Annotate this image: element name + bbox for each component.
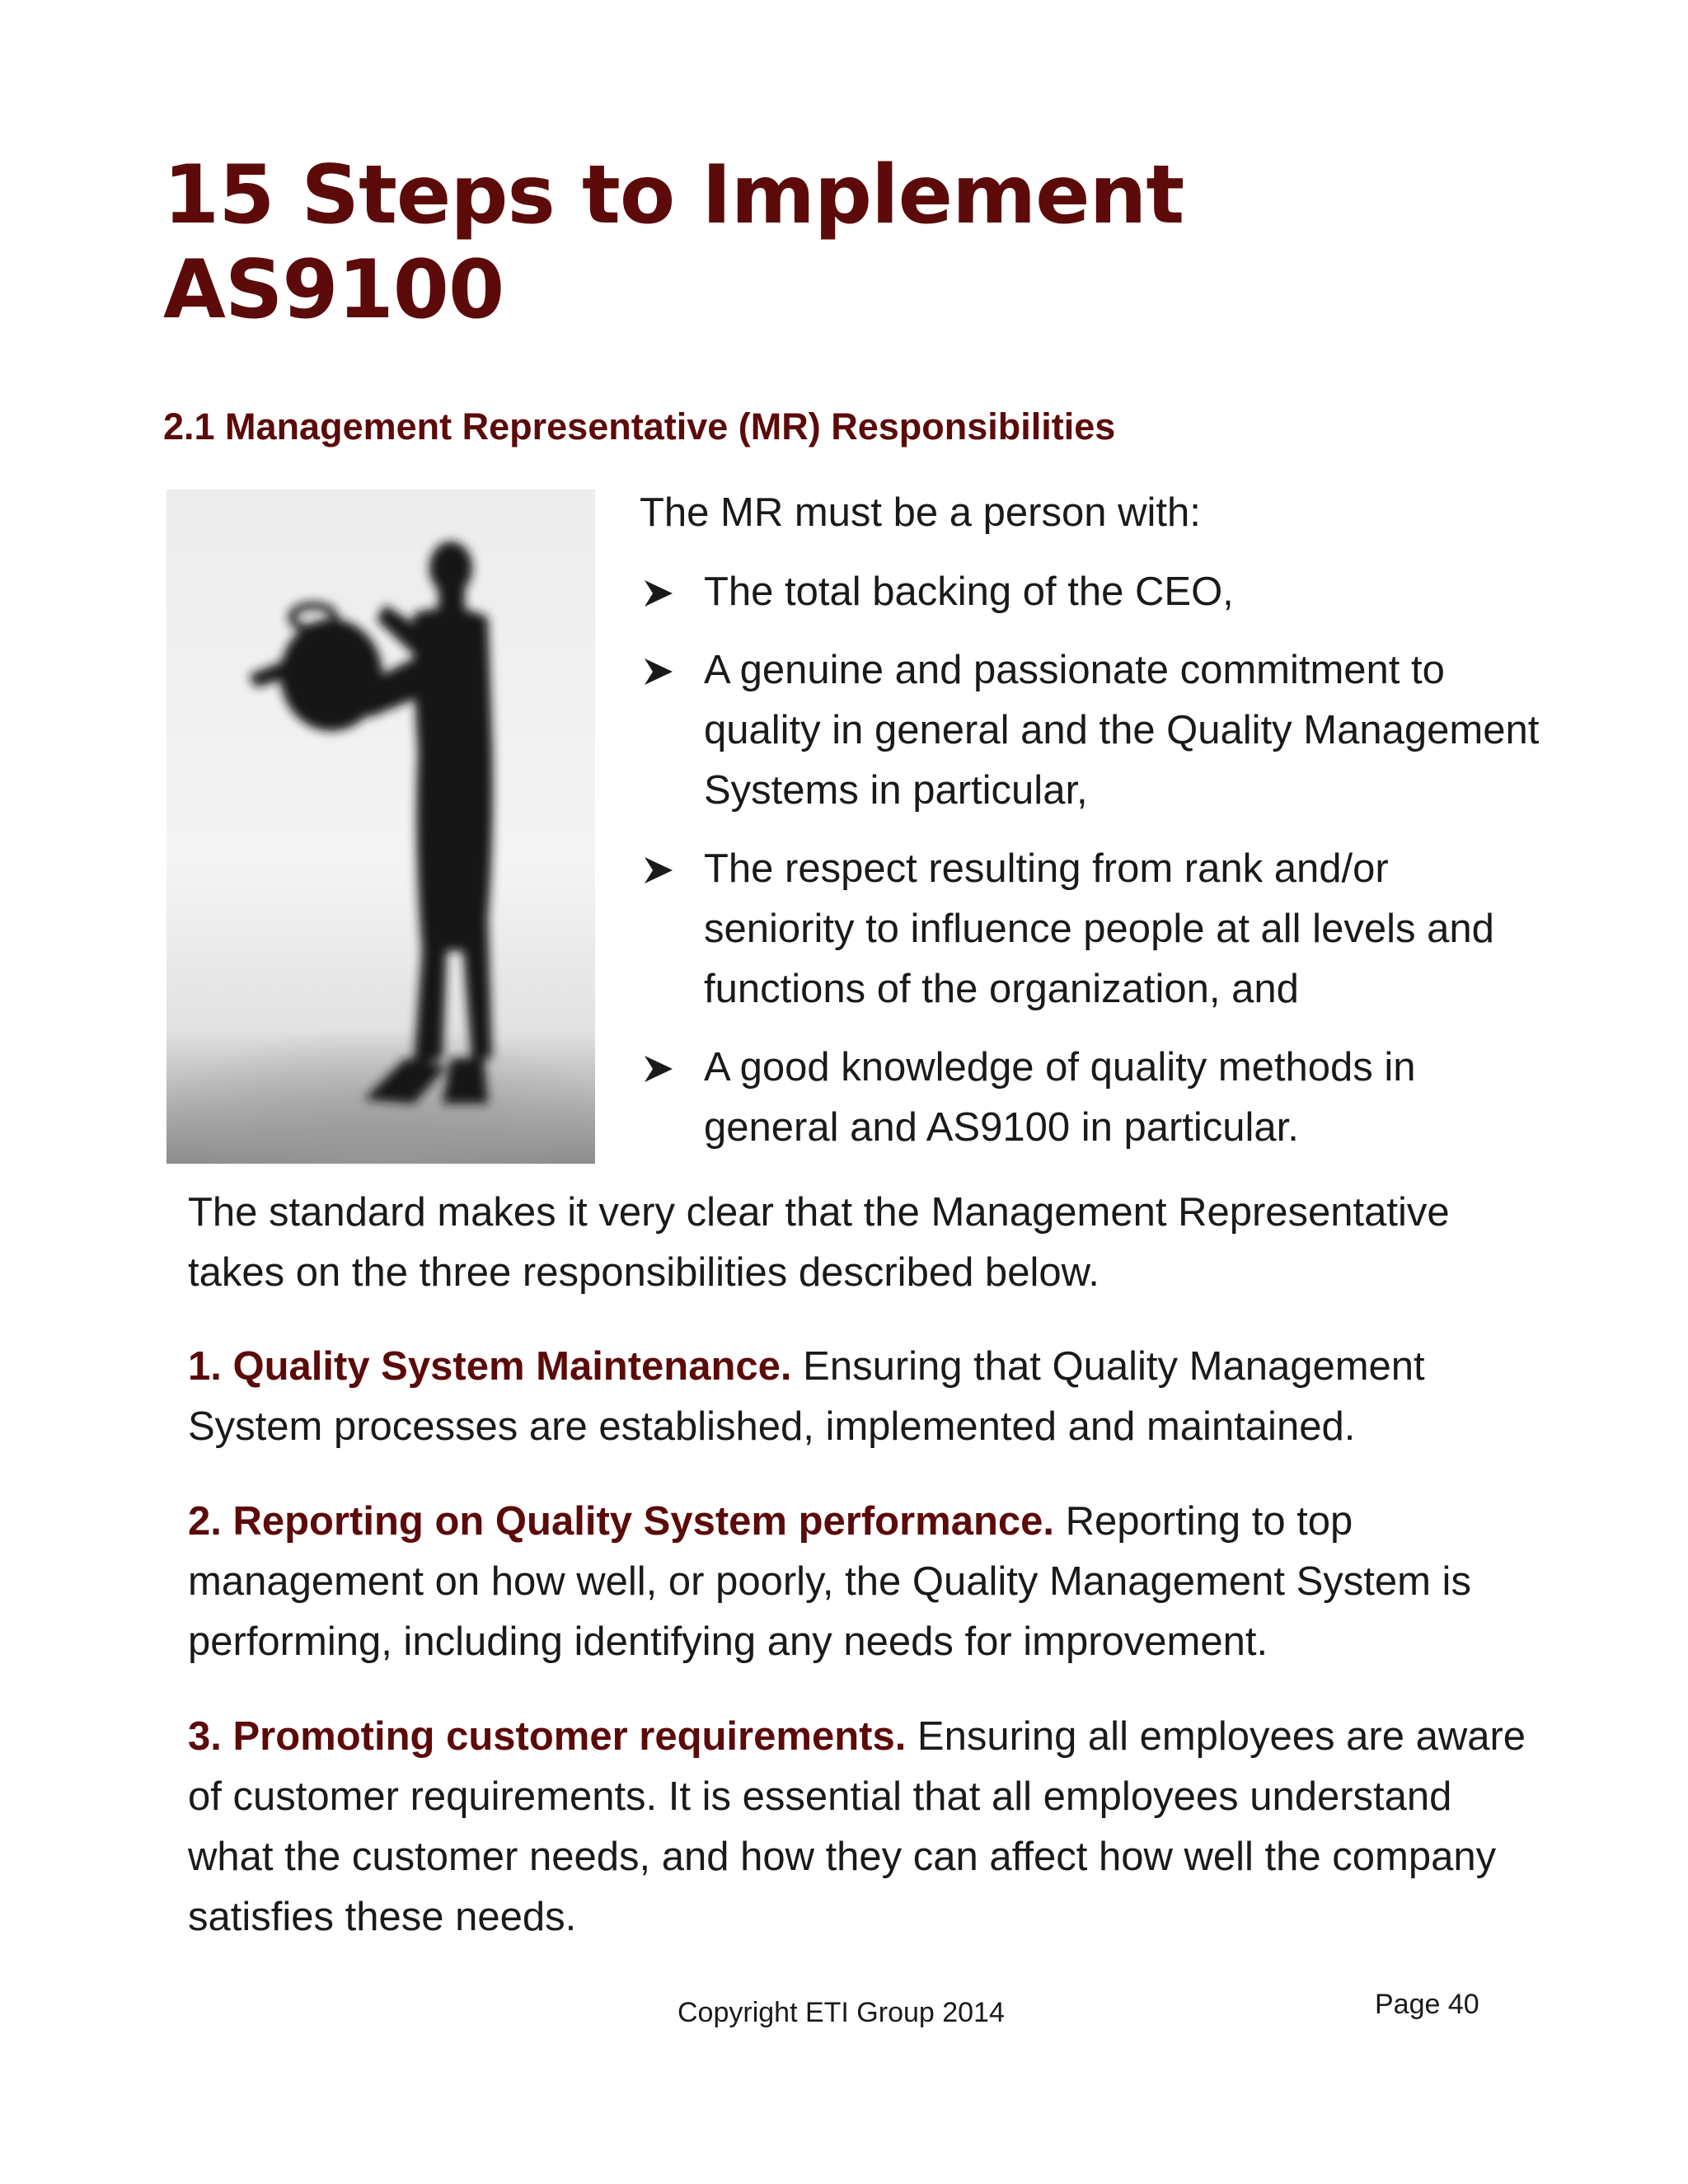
list-item-text: A good knowledge of quality methods in general and AS9100 in particular.	[704, 1045, 1416, 1150]
arrowhead-bullet-icon	[643, 1054, 674, 1084]
footer-copyright: Copyright ETI Group 2014	[678, 1997, 1005, 2028]
arrowhead-bullet-icon	[643, 855, 674, 885]
list-item-text: A genuine and passionate commitment to quality in general and the Quality Management Systems in particular,	[704, 648, 1540, 813]
list-item	[640, 839, 1546, 1019]
page-number: Page 40	[1375, 1989, 1479, 2020]
section-heading: 2.1 Management Representative (MR) Responsibilities	[163, 405, 1116, 448]
list-item-text: The respect resulting from rank and/or seniority to influence people at all levels and functions of the organization, and	[704, 846, 1494, 1011]
arrowhead-bullet-icon	[643, 579, 674, 608]
responsibility-lead: 2. Reporting on Quality System performance.	[188, 1499, 1055, 1544]
intro-text: The MR must be a person with:	[640, 490, 1201, 535]
responsibility-lead: 3. Promoting customer requirements.	[188, 1714, 907, 1759]
list-item	[640, 640, 1546, 821]
responsibility-text: Ensuring all employees are aware of customer requirements. It is essential that all employees understand what the customer needs, and how they can affect how well the company satisfies these needs.	[188, 1714, 1526, 1939]
responsibility-customer	[188, 1707, 1540, 1947]
page-title: 15 Steps to Implement AS9100	[163, 148, 1184, 337]
list-item	[640, 1038, 1546, 1158]
list-item	[640, 562, 1546, 622]
mr-qualities-list	[640, 562, 1546, 1176]
responsibility-lead: 1. Quality System Maintenance.	[188, 1344, 792, 1389]
arrowhead-bullet-icon	[643, 657, 674, 687]
standard-paragraph: The standard makes it very clear that the Management Representative takes on the three responsibilities described below.	[188, 1190, 1450, 1295]
responsibility-text: Reporting to top management on how well, or poorly, the Quality Management System is performing, including identifying any needs for improvement.	[188, 1499, 1471, 1664]
silhouette-photo	[166, 490, 595, 1164]
responsibility-maintenance	[188, 1337, 1540, 1457]
responsibility-text: Ensuring that Quality Management System processes are established, implemented and maintained.	[188, 1344, 1425, 1449]
list-item-text: The total backing of the CEO,	[704, 569, 1234, 614]
responsibility-reporting	[188, 1492, 1540, 1672]
